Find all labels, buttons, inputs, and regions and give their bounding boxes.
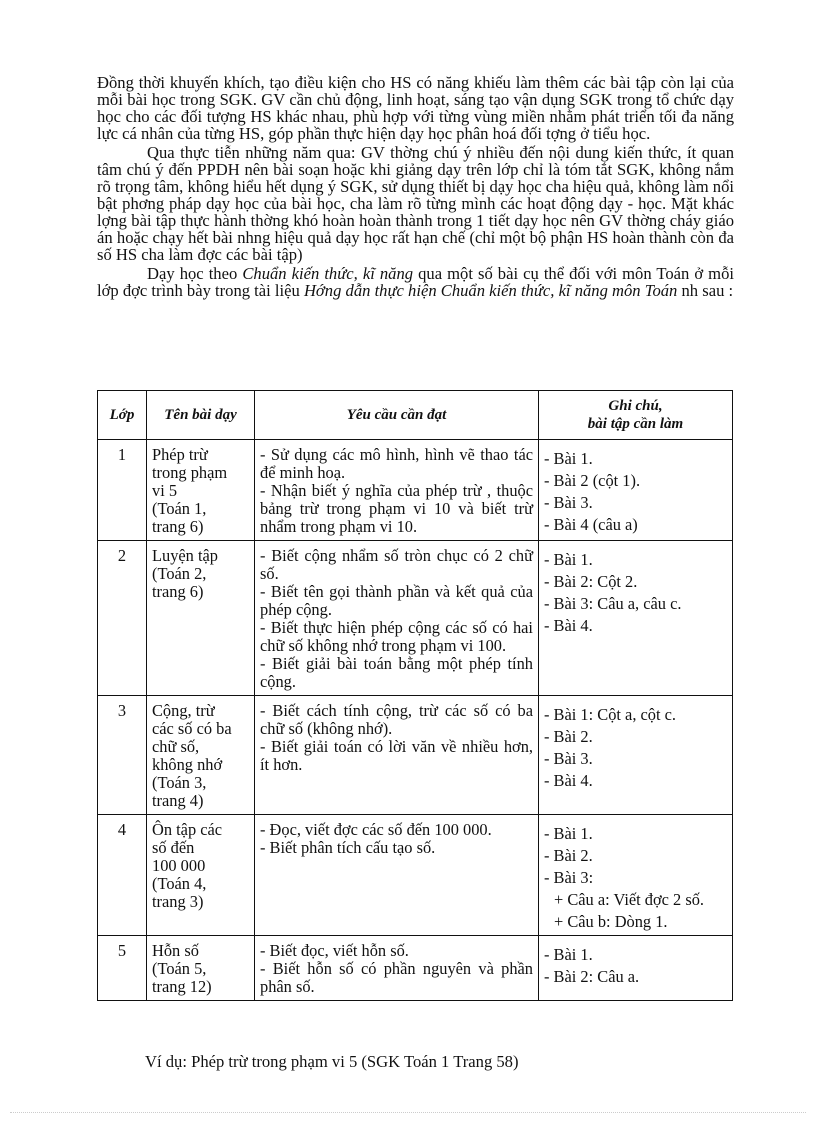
lesson-line: (Toán 2, [152, 564, 207, 583]
lesson-line: trang 4) [152, 791, 204, 810]
grade-cell: 4 [98, 815, 147, 936]
requirement-item: - Biết giải toán có lời văn về nhiều hơn, ít hơn. [260, 737, 533, 774]
lesson-line: chữ số, [152, 737, 200, 756]
lesson-cell [147, 541, 255, 696]
paragraph-2: Qua thực tiễn những năm qua: GV thờng chú ý nhiều đến nội dung kiến thức, ít quan tâm chú ý đến PPDH nên bài soạn hoặc khi giảng dạy trên lớp chỉ là tóm tắt SGK, không nắm rõ trọng tâm, không hiểu hết dụng ý SGK, sử dụng thiết bị dạy học cha hiệu quả, không làm nổi bật phơng pháp dạy học của bài học, cha làm rõ từng mình các hoạt động dạy - học. Mặt khác lợng bài tập thực hành thờng khó hoàn hoàn thành trong 1 tiết dạy học nên GV thờng cháy giáo án hoặc chạy hết bài nhng hiệu quả dạy học rất hạn chế (chỉ một bộ phận HS hoàn thành còn đa số HS cha làm đợc các bài tập) [97, 143, 734, 264]
note-item: - Bài 3. [544, 749, 593, 768]
grade-cell: 5 [98, 936, 147, 1001]
note-item: - Bài 3: Câu a, câu c. [544, 594, 682, 613]
lesson-line: (Toán 5, [152, 959, 207, 978]
requirement-item: - Biết giải bài toán bằng một phép tính cộng. [260, 654, 533, 691]
lesson-line: vi 5 [152, 481, 178, 500]
lesson-line: (Toán 1, [152, 499, 207, 518]
requirement-cell [255, 936, 539, 1001]
lesson-line: không nhớ [152, 755, 223, 774]
paragraph-intro [97, 265, 734, 299]
requirement-item: - Biết thực hiện phép cộng các số có hai chữ số không nhớ trong phạm vi 100. [260, 618, 533, 655]
lesson-line: Luyện tập [152, 546, 218, 565]
note-item: - Bài 1. [544, 945, 593, 964]
note-item: - Bài 2. [544, 846, 593, 865]
lesson-line: (Toán 3, [152, 773, 207, 792]
requirement-item: - Biết cộng nhẩm số tròn chục có 2 chữ số. [260, 546, 533, 583]
intro-middle: qua một số bài cụ thể đối với môn Toán ở mỗi lớp đợc trình bày trong tài liệu [97, 264, 734, 300]
lesson-line: trong phạm [152, 463, 228, 482]
note-item: - Bài 1. [544, 824, 593, 843]
note-item: - Bài 1. [544, 449, 593, 468]
table-row [98, 936, 733, 1001]
table-row [98, 815, 733, 936]
intro-after: nh sau : [677, 281, 734, 300]
requirement-item: - Đọc, viết đợc các số đến 100 000. [260, 820, 492, 839]
note-item: - Bài 4 (câu a) [544, 515, 638, 534]
lesson-line: Hỗn số [152, 941, 199, 960]
note-item: + Câu b: Dòng 1. [554, 912, 668, 931]
note-item: - Bài 3: [544, 868, 594, 887]
grade-cell: 1 [98, 440, 147, 541]
intro-emphasis-2: Hớng dẫn thực hiện Chuẩn kiến thức, kĩ năng môn Toán [303, 281, 678, 300]
table-header-row [98, 391, 733, 440]
requirement-item: - Biết phân tích cấu tạo số. [260, 838, 436, 857]
note-item: - Bài 1. [544, 550, 593, 569]
requirement-cell [255, 440, 539, 541]
lesson-cell [147, 696, 255, 815]
paragraph-1: Đồng thời khuyến khích, tạo điều kiện cho HS có năng khiếu làm thêm các bài tập còn lại của mỗi bài học trong SGK. GV cần chủ động, linh hoạt, sáng tạo vận dụng SGK trong tổ chức dạy học cho các đối tượng HS khác nhau, phù hợp với từng vùng miền nhằm phát triển tối đa năng lực cá nhân của từng HS, góp phần thực hiện dạy học phân hoá đối tợng ở tiểu học. [97, 73, 734, 143]
header-grade: Lớp [98, 391, 147, 440]
lesson-cell [147, 815, 255, 936]
requirement-item: - Biết cách tính cộng, trừ các số có ba chữ số (không nhớ). [260, 701, 533, 738]
requirement-item: - Biết tên gọi thành phần và kết quả của phép cộng. [260, 582, 533, 619]
header-note [539, 391, 733, 440]
requirement-cell [255, 541, 539, 696]
note-item: - Bài 4. [544, 771, 593, 790]
lesson-line: trang 12) [152, 977, 212, 996]
lesson-line: trang 3) [152, 892, 204, 911]
lesson-line: (Toán 4, [152, 874, 207, 893]
table-row [98, 440, 733, 541]
lesson-line: Ôn tập các [152, 820, 223, 839]
requirement-cell [255, 696, 539, 815]
header-note-line-2: bài tập cần làm [587, 416, 684, 432]
page-divider [10, 1112, 806, 1113]
lesson-cell [147, 936, 255, 1001]
requirement-item: - Biết hỗn số có phần nguyên và phần phân số. [260, 959, 533, 996]
table-body [98, 440, 733, 1001]
note-item: - Bài 2: Câu a. [544, 967, 640, 986]
note-cell [539, 696, 733, 815]
note-cell [539, 936, 733, 1001]
note-item: - Bài 2: Cột 2. [544, 572, 638, 591]
requirement-item: - Sử dụng các mô hình, hình vẽ thao tác để minh hoạ. [260, 445, 533, 482]
lesson-line: số đến [152, 838, 195, 857]
intro-before: Dạy học theo [147, 264, 243, 283]
intro-emphasis-1: Chuẩn kiến thức, kĩ năng [242, 264, 414, 283]
note-item: - Bài 4. [544, 616, 593, 635]
lesson-cell [147, 440, 255, 541]
table-row [98, 696, 733, 815]
grade-cell: 2 [98, 541, 147, 696]
example-caption: Ví dụ: Phép trừ trong phạm vi 5 (SGK Toán 1 Trang 58) [145, 1052, 519, 1071]
lesson-line: trang 6) [152, 582, 204, 601]
lesson-line: 100 000 [152, 856, 206, 875]
lesson-line: Phép trừ [152, 445, 208, 464]
requirement-item: - Nhận biết ý nghĩa của phép trừ , thuộc bảng trừ trong phạm vi 10 và biết trừ nhẩm trong phạm vi 10. [260, 481, 533, 536]
note-item: + Câu a: Viết đợc 2 số. [554, 890, 705, 909]
requirement-cell [255, 815, 539, 936]
note-item: - Bài 1: Cột a, cột c. [544, 705, 677, 724]
standards-table [97, 390, 733, 1001]
document-body [97, 74, 734, 299]
note-item: - Bài 2. [544, 727, 593, 746]
lesson-line: các số có ba [152, 719, 232, 738]
note-item: - Bài 3. [544, 493, 593, 512]
requirement-item: - Biết đọc, viết hỗn số. [260, 941, 409, 960]
note-cell [539, 440, 733, 541]
note-cell [539, 815, 733, 936]
grade-cell: 3 [98, 696, 147, 815]
note-cell [539, 541, 733, 696]
header-requirement: Yêu cầu cần đạt [255, 391, 539, 440]
header-lesson: Tên bài dạy [147, 391, 255, 440]
note-item: - Bài 2 (cột 1). [544, 471, 641, 490]
header-note-line-1: Ghi chú, [608, 398, 663, 414]
table-row [98, 541, 733, 696]
lesson-line: trang 6) [152, 517, 204, 536]
lesson-line: Cộng, trừ [152, 701, 215, 720]
